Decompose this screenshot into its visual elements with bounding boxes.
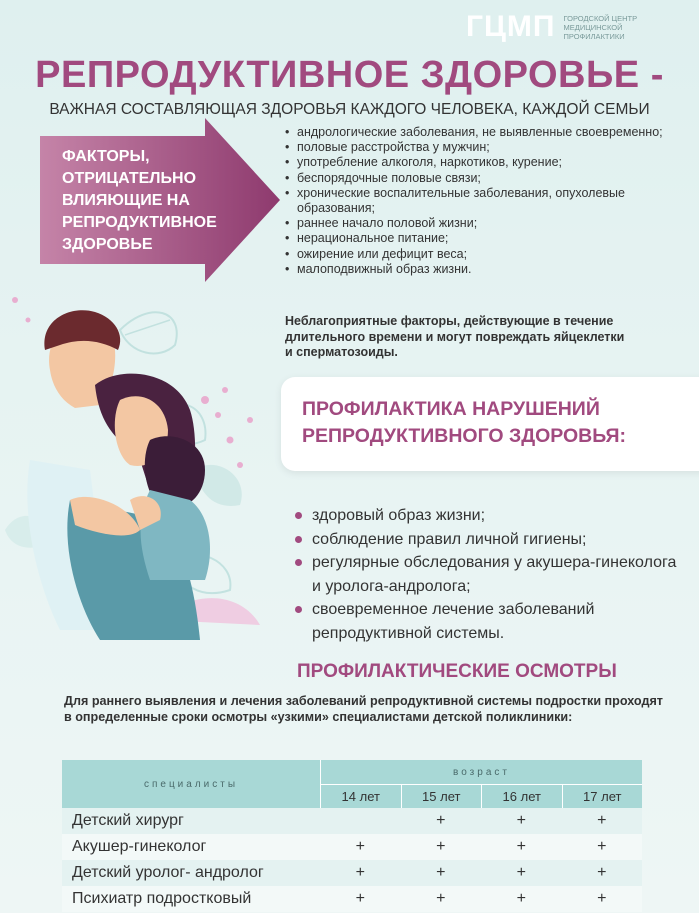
list-item: • хронические воспалительные заболевания, опухолевые образования; [285,186,685,216]
column-header-year: 17 лет [562,784,643,808]
list-item: соблюдение правил личной гигиены; [294,528,684,552]
column-header-year: 14 лет [320,784,401,808]
table-cell: + [516,838,526,855]
table-row [62,860,642,886]
list-item: • малоподвижный образ жизни. [285,262,685,277]
table-cell: + [516,864,526,881]
table-cell: + [355,864,365,881]
table-cell: + [355,838,365,855]
list-item: • половые расстройства у мужчин; [285,140,685,155]
table-cell: + [436,838,446,855]
table-header [62,760,642,808]
factors-note: Неблагоприятные факторы, действующие в течение длительного времени и могут повреждать яйцеклетки и сперматозоиды. [285,314,625,359]
table-cell: + [516,812,526,829]
column-header-specialists: специалисты [143,778,239,790]
logo-subtitle: ГОРОДСКОЙ ЦЕНТР МЕДИЦИНСКОЙ ПРОФИЛАКТИКИ [563,13,638,41]
logo-mark: ГЦМП [466,10,556,43]
table-row [62,886,642,912]
list-item: • беспорядочные половые связи; [285,171,685,186]
list-item: • раннее начало половой жизни; [285,216,685,231]
table-cell: + [436,890,446,907]
factors-heading: ФАКТОРЫ, ОТРИЦАТЕЛЬНО ВЛИЯЮЩИЕ НА РЕПРОДУКТИВНОЕ ЗДОРОВЬЕ [62,148,217,253]
table-cell: + [597,864,607,881]
table-cell: + [355,890,365,907]
prevention-heading: ПРОФИЛАКТИКА НАРУШЕНИЙ РЕПРОДУКТИВНОГО ЗДОРОВЬЯ: [302,398,627,447]
table-cell: + [597,890,607,907]
list-item: регулярные обследования у акушера-гинеколога и уролога-андролога; [294,551,684,598]
column-header-year: 15 лет [401,784,482,808]
list-item: своевременное лечение заболеваний репродуктивной системы. [294,598,684,645]
exams-text: Для раннего выявления и лечения заболеваний репродуктивной системы подростки проходят в определенные сроки осмотры «узкими» специалистами детской поликлиники: [64,694,663,724]
page-subtitle: ВАЖНАЯ СОСТАВЛЯЮЩАЯ ЗДОРОВЬЯ КАЖДОГО ЧЕЛОВЕКА, КАЖДОЙ СЕМЬИ [49,101,650,118]
table-cell: + [436,812,446,829]
column-header-year: 16 лет [481,784,562,808]
specialist-name: Детский уролог- андролог [72,864,264,881]
logo [466,10,653,44]
list-item: • ожирение или дефицит веса; [285,247,685,262]
table-cell: + [597,838,607,855]
specialist-name: Детский хирург [72,812,184,829]
exams-table [62,760,642,912]
list-item: • употребление алкоголя, наркотиков, курение; [285,155,685,170]
table-row [62,834,642,860]
factors-list [285,125,685,277]
table-cell: + [436,864,446,881]
exams-heading: ПРОФИЛАКТИЧЕСКИЕ ОСМОТРЫ [297,661,617,682]
list-item: здоровый образ жизни; [294,504,684,528]
table-cell [320,808,401,834]
column-header-age: возраст [320,760,642,784]
specialist-name: Психиатр подростковый [72,890,252,907]
page-title: РЕПРОДУКТИВНОЕ ЗДОРОВЬЕ - [35,54,664,96]
list-item: • андрологические заболевания, не выявленные своевременно; [285,125,685,140]
table-row [62,808,642,834]
table-cell: + [516,890,526,907]
family-illustration [0,290,290,650]
prevention-list [294,504,684,645]
specialist-name: Акушер-гинеколог [72,838,207,855]
table-cell: + [597,812,607,829]
list-item: • нерациональное питание; [285,231,685,246]
